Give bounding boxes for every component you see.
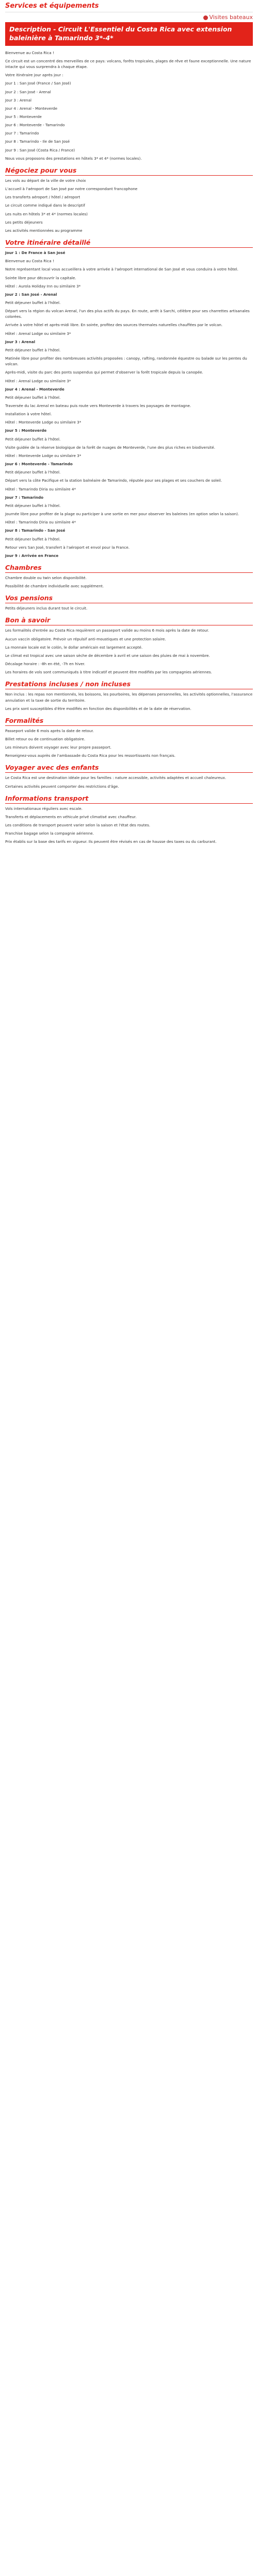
section-paragraph: Non inclus : les repas non mentionnés, les boissons, les pourboires, les dépenses personnelles, les activités optionnelles, l'assurance annulation et la taxe de sortie du territoire. [5,692,253,703]
section-paragraph: Jour 2 : San José - Arenal [5,292,57,297]
favorites-label: Visites bateaux [209,14,253,21]
intro-paragraph: Jour 8 : Tamarindo - Ile de San José [5,139,70,144]
section-paragraph: Décalage horaire : -8h en été, -7h en hiver. [5,662,86,667]
content-sections [5,166,253,845]
section-paragraph: Le climat est tropical avec une saison sèche de décembre à avril et une saison des pluies de mai à novembre. [5,653,210,658]
category-heading: Services et équipements [5,0,253,12]
section-paragraph: Visite guidée de la réserve biologique de la forêt de nuages de Monteverde, l'une des plus riches en biodiversité. [5,445,216,450]
section-paragraph: Petit déjeuner buffet à l'hôtel. [5,347,61,352]
section-title: Votre itinéraire détaillé [5,239,253,248]
intro-paragraph: Ce circuit est un concentré des merveilles de ce pays: volcans, forêts tropicales, plages de rêve et faune exceptionnelle. Une nature intacte qui vous surprendra à chaque étape. [5,58,251,70]
intro-paragraph: Votre itinéraire jour après jour : [5,73,63,78]
section-paragraph: Jour 8 : Tamarindo - San José [5,528,66,533]
intro-paragraph: Jour 9 : San José (Costa Rica / France) [5,147,75,152]
section-paragraph: Les petits déjeuners [5,219,43,225]
section-paragraph: Le Costa Rica est une destination idéale pour les familles : nature accessible, activités adaptées et accueil chaleureux. [5,775,227,781]
section-paragraph: Journée libre pour profiter de la plage ou participer à une sortie en mer pour observer les baleines (en option selon la saison). [5,512,239,517]
section-title: Prestations incluses / non incluses [5,680,253,689]
section-paragraph: Petits déjeuners inclus durant tout le circuit. [5,606,88,611]
section-paragraph: Jour 1 : De France à San José [5,250,66,256]
section-paragraph: Jour 6 : Monteverde - Tamarindo [5,462,73,467]
section-paragraph: Chambre double ou twin selon disponibilité. [5,575,87,580]
section-title: Négociez pour vous [5,166,253,176]
section-paragraph: Les prix sont susceptibles d'être modifiés en fonction des disponibilités et de la date de réservation. [5,706,191,711]
intro-paragraph: Jour 2 : San José - Arenal [5,89,51,94]
section-paragraph: Les nuits en hôtels 3* et 4* (normes locales) [5,211,88,216]
section-paragraph: L'accueil à l'aéroport de San José par notre correspondant francophone [5,187,138,192]
section-paragraph: Le circuit comme indiqué dans le descriptif [5,203,85,208]
section-paragraph: Vols internationaux réguliers avec escale. [5,806,83,811]
section-paragraph: Installation à votre hôtel. [5,412,52,417]
section-paragraph: Notre représentant local vous accueillera à votre arrivée à l'aéroport international de San José et vous conduira à votre hôtel. [5,267,238,272]
section-paragraph: Soirée libre pour découvrir la capitale. [5,275,76,280]
section-paragraph: Billet retour ou de continuation obligatoire. [5,737,86,741]
section-paragraph: Bienvenue au Costa Rica ! [5,259,54,264]
intro-paragraph: Nous vous proposons des prestations en hôtels 3* et 4* (normes locales). [5,156,142,161]
intro-paragraph: Bienvenue au Costa Rica ! [5,50,54,55]
section-title: Formalités [5,717,253,726]
intro-paragraph: Jour 6 : Monteverde - Tamarindo [5,123,65,128]
section-paragraph: Hôtel : Aurola Holiday Inn ou similaire 3* [5,283,81,289]
section-title: Voyager avec des enfants [5,764,253,773]
section-paragraph: Départ vers la région du volcan Arenal, l'un des plus actifs du pays. En route, arrêt à Sarchi, célèbre pour ses charrettes artisanales colorées. [5,309,250,319]
section-paragraph: Petit déjeuner buffet à l'hôtel. [5,503,61,508]
section-paragraph: Hôtel : Tamarindo Diria ou similaire 4* [5,520,76,525]
intro-paragraph: Jour 3 : Arenal [5,97,31,103]
section-paragraph: Passeport valide 6 mois après la date de retour. [5,728,94,733]
section-paragraph: Petit déjeuner buffet à l'hôtel. [5,536,61,541]
intro-paragraph: Jour 7 : Tamarindo [5,131,39,136]
section-paragraph: Possibilité de chambre individuelle avec supplément. [5,584,104,589]
section-paragraph: Jour 7 : Tamarindo [5,495,44,500]
section-paragraph: Les vols au départ de la ville de votre choix [5,178,86,183]
section-title: Informations transport [5,794,253,804]
section-paragraph: Arrivée à votre hôtel et après-midi libre. En soirée, profitez des sources thermales naturelles chauffées par le volcan. [5,323,223,328]
section-paragraph: Jour 4 : Arenal - Monteverde [5,386,64,392]
section-title: Bon à savoir [5,616,253,625]
section-paragraph: Prix établis sur la base des tarifs en vigueur. Ils peuvent être révisés en cas de hausse des taxes ou du carburant. [5,839,217,844]
section-paragraph: Hôtel : Arenal Lodge ou similaire 3* [5,331,71,336]
section-paragraph: Traversée du lac Arenal en bateau puis route vers Monteverde à travers les paysages de montagne. [5,403,191,408]
section-paragraph: Les horaires de vols sont communiqués à titre indicatif et peuvent être modifiés par les compagnies aériennes. [5,670,212,675]
section-paragraph: Franchise bagage selon la compagnie aérienne. [5,831,94,836]
section-paragraph: Départ vers la côte Pacifique et la station balnéaire de Tamarindo, réputée pour ses plages et ses couchers de soleil. [5,478,222,483]
intro-paragraph: Jour 4 : Arenal - Monteverde [5,106,58,111]
section-paragraph: Hôtel : Monteverde Lodge ou similaire 3* [5,420,82,425]
section-paragraph: Hôtel : Tamarindo Diria ou similaire 4* [5,486,76,492]
section-paragraph: Transferts et déplacements en véhicule privé climatisé avec chauffeur. [5,814,137,819]
section-paragraph: Retour vers San José, transfert à l'aéroport et envol pour la France. [5,545,130,550]
section-paragraph: La monnaie locale est le colón, le dollar américain est largement accepté. [5,645,143,650]
heart-icon [203,15,208,20]
page [0,0,258,845]
section-paragraph: Petit déjeuner buffet à l'hôtel. [5,395,61,400]
intro-paragraph: Jour 1 : San José (France / San José) [5,81,71,86]
section-paragraph: Hôtel : Monteverde Lodge ou similaire 3* [5,453,82,458]
section-paragraph: Aucun vaccin obligatoire. Prévoir un répulsif anti-moustiques et une protection solaire. [5,636,166,641]
section-paragraph: Jour 5 : Monteverde [5,428,47,433]
page-title: Description - Circuit L'Essentiel du Costa Rica avec extension baleinière à Tamarindo 3*-4* [5,22,253,46]
intro [5,50,253,161]
favorites-row[interactable] [5,12,253,22]
section-paragraph: Jour 3 : Arenal [5,339,36,344]
section-paragraph: Jour 9 : Arrivée en France [5,553,59,558]
section-paragraph: Renseignez-vous auprès de l'ambassade du Costa Rica pour les ressortissants non français. [5,753,176,758]
intro-paragraph: Jour 5 : Monteverde [5,114,42,119]
section-paragraph: Petit déjeuner buffet à l'hôtel. [5,300,61,305]
section-paragraph: Matinée libre pour profiter des nombreuses activités proposées : canopy, rafting, randonnée équestre ou balade sur les pentes du volcan. [5,356,247,367]
section-paragraph: Les formalités d'entrée au Costa Rica requièrent un passeport valide au moins 6 mois après la date de retour. [5,628,209,633]
section-paragraph: Petit déjeuner buffet à l'hôtel. [5,470,61,475]
section-title: Chambres [5,564,253,573]
section-paragraph: Hôtel : Arenal Lodge ou similaire 3* [5,378,71,383]
section-paragraph: Après-midi, visite du parc des ponts suspendus qui permet d'observer la forêt tropicale depuis la canopée. [5,370,203,375]
section-title: Vos pensions [5,594,253,603]
section-paragraph: Les mineurs doivent voyager avec leur propre passeport. [5,745,111,750]
section-paragraph: Les conditions de transport peuvent varier selon la saison et l'état des routes. [5,823,150,828]
section-paragraph: Les activités mentionnées au programme [5,228,83,233]
section-paragraph: Certaines activités peuvent comporter des restrictions d'âge. [5,784,119,789]
section-paragraph: Petit déjeuner buffet à l'hôtel. [5,436,61,442]
section-paragraph: Les transferts aéroport / hôtel / aéroport [5,195,80,200]
